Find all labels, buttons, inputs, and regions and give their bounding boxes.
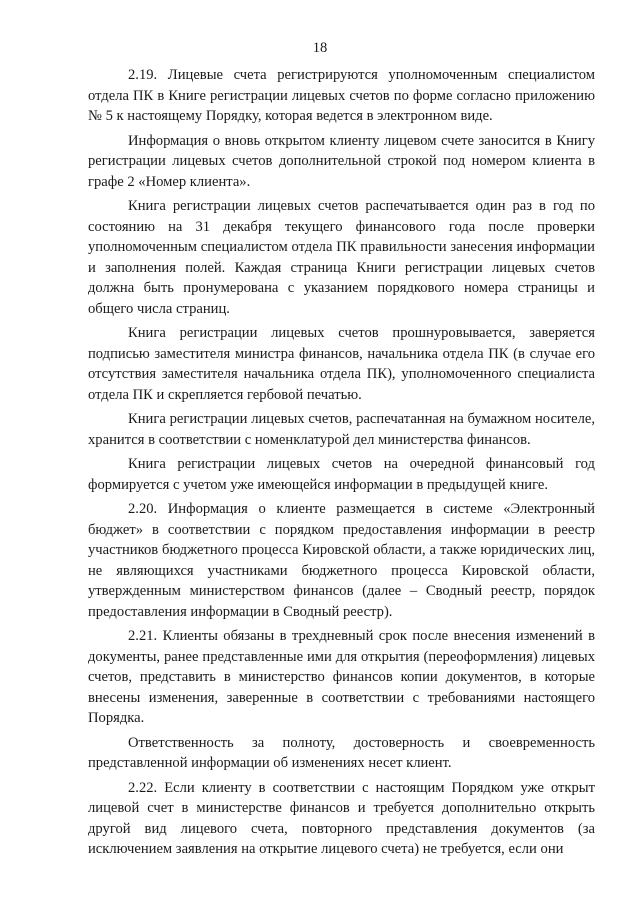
paragraph-book-next-year: Книга регистрации лицевых счетов на очередной финансовый год формируется с учетом уже имеющейся информации в предыдущей книге. <box>88 456 595 493</box>
paragraph-2-19: 2.19. Лицевые счета регистрируются уполномоченным специалистом отдела ПК в Книге регистрации лицевых счетов по форме согласно приложению № 5 к настоящему Порядку, которая ведется в электронном виде. <box>88 67 595 124</box>
paragraph-book-binding: Книга регистрации лицевых счетов прошнуровывается, заверяется подписью заместителя министра финансов, начальника отдела ПК (в случае его отсутствия заместителя начальника отдела ПК), уполномоченного специалиста отдела ПК и скрепляется гербовой печатью. <box>88 325 595 403</box>
paragraph-2-21: 2.21. Клиенты обязаны в трехдневный срок после внесения изменений в документы, ранее представленные ими для открытия (переоформления) лицевых счетов, представить в министерство финансов копии документов, в которые внесены изменения, заверенные в соответствии с требованиями настоящего Порядка. <box>88 628 595 726</box>
paragraph-new-account-info: Информация о вновь открытом клиенту лицевом счете заносится в Книгу регистрации лицевых счетов дополнительной строкой под номером клиента в графе 2 «Номер клиента». <box>88 132 595 190</box>
paragraph-2-22: 2.22. Если клиенту в соответствии с настоящим Порядком уже открыт лицевой счет в министерстве финансов и требуется дополнительно открыть другой вид лицевого счета, повторного представления документов (за исключением заявления на открытие лицевого счета) не требуется, если они <box>88 779 595 857</box>
paragraph-2-20: 2.20. Информация о клиенте размещается в системе «Электронный бюджет» в соответствии с порядком предоставления информации в реестр участников бюджетного процесса Кировской области, а также юридических лиц, не являющихся участниками бюджетного процесса Кировской области, утвержденным министерством финансов (далее – Сводный реестр, порядок предоставления информации в Сводный реестр). <box>88 501 595 620</box>
document-body <box>88 65 595 860</box>
page-number: 18 <box>312 40 328 56</box>
paragraph-book-printing: Книга регистрации лицевых счетов распечатывается один раз в год по состоянию на 31 декабря текущего финансового года после проверки уполномоченным специалистом отдела ПК правильности занесения информации и заполнения полей. Каждая страница Книги регистрации лицевых счетов должна быть пронумерована с указанием порядкового номера страницы и общего числа страниц. <box>88 198 595 317</box>
paragraph-responsibility: Ответственность за полноту, достоверность и своевременность представленной информации об изменениях несет клиент. <box>88 734 595 771</box>
paragraph-book-storage: Книга регистрации лицевых счетов, распечатанная на бумажном носителе, хранится в соответствии с номенклатурой дел министерства финансов. <box>88 411 595 448</box>
